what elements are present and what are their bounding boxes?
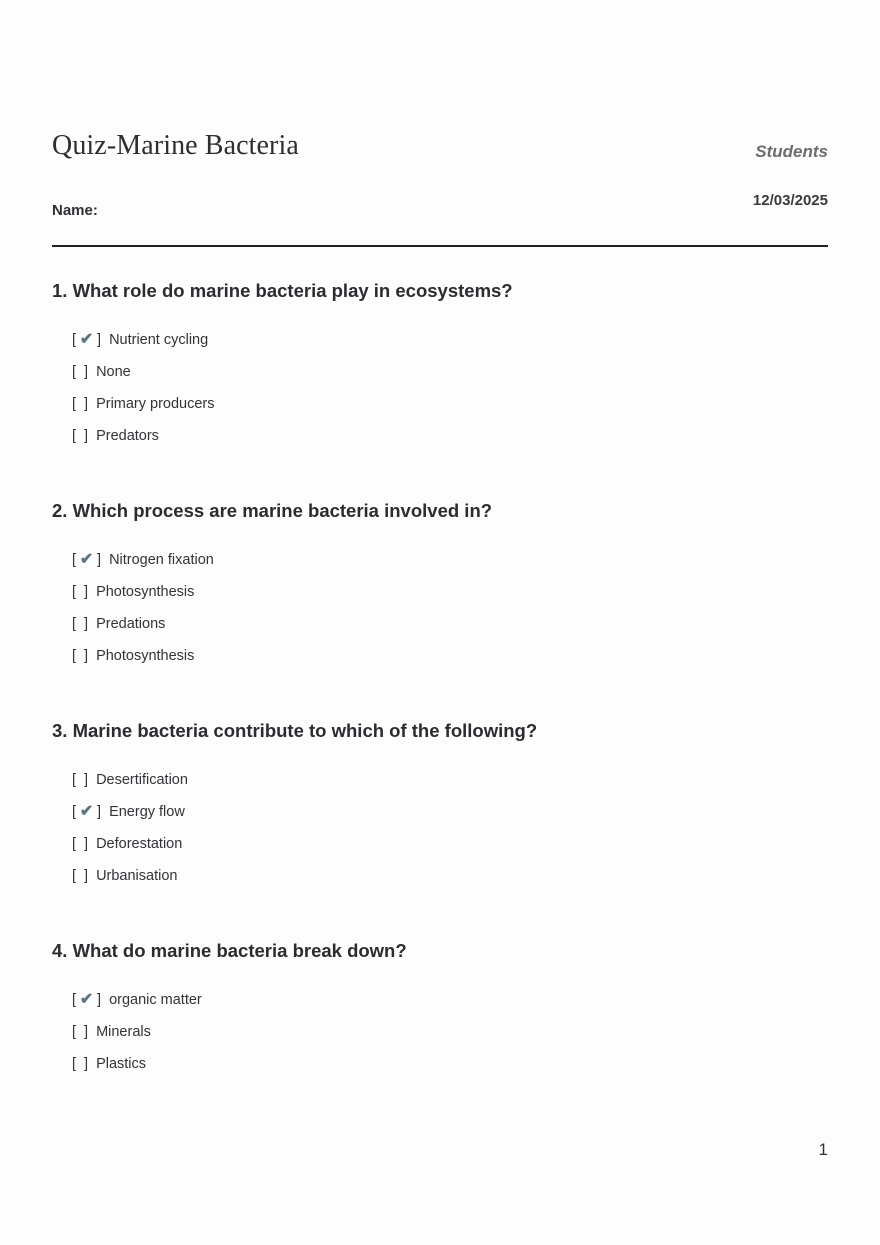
answer-label: Minerals (96, 1024, 151, 1040)
question-title: 3. Marine bacteria contribute to which of the following? (52, 720, 538, 741)
checkbox-checked[interactable]: [ ✔ ] (72, 796, 101, 828)
checkbox-empty[interactable]: [ ] (72, 428, 89, 444)
answer-label: None (96, 364, 131, 380)
question-1 (52, 278, 828, 444)
checkbox-empty[interactable]: [ ] (72, 364, 89, 380)
quiz-date: 12/03/2025 (752, 192, 828, 209)
page-title: Quiz-Marine Bacteria (52, 130, 299, 161)
check-mark-icon: ✔ (79, 331, 94, 348)
checkbox-checked[interactable]: [ ✔ ] (72, 984, 101, 1016)
checkbox-empty[interactable]: [ ] (72, 648, 89, 664)
answer-label: Desertification (96, 772, 188, 788)
answer-option[interactable] (72, 1016, 202, 1048)
answer-label: Urbanisation (96, 868, 178, 884)
answer-label: Deforestation (96, 836, 183, 852)
answer-option[interactable] (72, 544, 214, 576)
answer-options (72, 324, 215, 452)
answer-option[interactable] (72, 860, 188, 892)
answer-option[interactable] (72, 1048, 202, 1080)
answer-option[interactable] (72, 388, 215, 420)
answer-label: organic matter (109, 992, 202, 1008)
answer-option[interactable] (72, 828, 188, 860)
page-number: 1 (818, 1140, 828, 1159)
check-mark-icon: ✔ (79, 991, 94, 1008)
checkbox-empty[interactable]: [ ] (72, 772, 89, 788)
checkbox-empty[interactable]: [ ] (72, 868, 89, 884)
checkbox-checked[interactable]: [ ✔ ] (72, 544, 101, 576)
answer-options (72, 544, 214, 672)
answer-label: Predators (96, 428, 159, 444)
answer-label: Energy flow (109, 804, 185, 820)
answer-option[interactable] (72, 640, 214, 672)
checkbox-empty[interactable]: [ ] (72, 616, 89, 632)
answer-label: Plastics (96, 1056, 147, 1072)
answer-option[interactable] (72, 764, 188, 796)
answer-label: Photosynthesis (96, 648, 195, 664)
answer-option[interactable] (72, 984, 202, 1016)
checkbox-empty[interactable]: [ ] (72, 836, 89, 852)
checkbox-checked[interactable]: [ ✔ ] (72, 324, 101, 356)
question-3 (52, 718, 828, 884)
question-title: 1. What role do marine bacteria play in ecosystems? (52, 280, 513, 301)
question-4 (52, 938, 828, 1072)
answer-label: Primary producers (96, 396, 215, 412)
answer-options (72, 764, 188, 892)
answer-option[interactable] (72, 576, 214, 608)
checkbox-empty[interactable]: [ ] (72, 1056, 89, 1072)
check-mark-icon: ✔ (79, 803, 94, 820)
audience-label: Students (755, 142, 828, 161)
check-mark-icon: ✔ (79, 551, 94, 568)
question-title: 2. Which process are marine bacteria involved in? (52, 500, 493, 521)
name-field-label: Name: (52, 202, 98, 219)
question-title: 4. What do marine bacteria break down? (52, 940, 407, 961)
checkbox-empty[interactable]: [ ] (72, 584, 89, 600)
answer-label: Nutrient cycling (109, 332, 209, 348)
answer-option[interactable] (72, 796, 188, 828)
checkbox-empty[interactable]: [ ] (72, 396, 89, 412)
answer-label: Photosynthesis (96, 584, 195, 600)
checkbox-empty[interactable]: [ ] (72, 1024, 89, 1040)
answer-option[interactable] (72, 324, 215, 356)
answer-label: Nitrogen fixation (109, 552, 214, 568)
answer-options (72, 984, 202, 1080)
header-divider (52, 245, 828, 247)
question-2 (52, 498, 828, 664)
answer-option[interactable] (72, 420, 215, 452)
answer-option[interactable] (72, 356, 215, 388)
answer-label: Predations (96, 616, 166, 632)
answer-option[interactable] (72, 608, 214, 640)
